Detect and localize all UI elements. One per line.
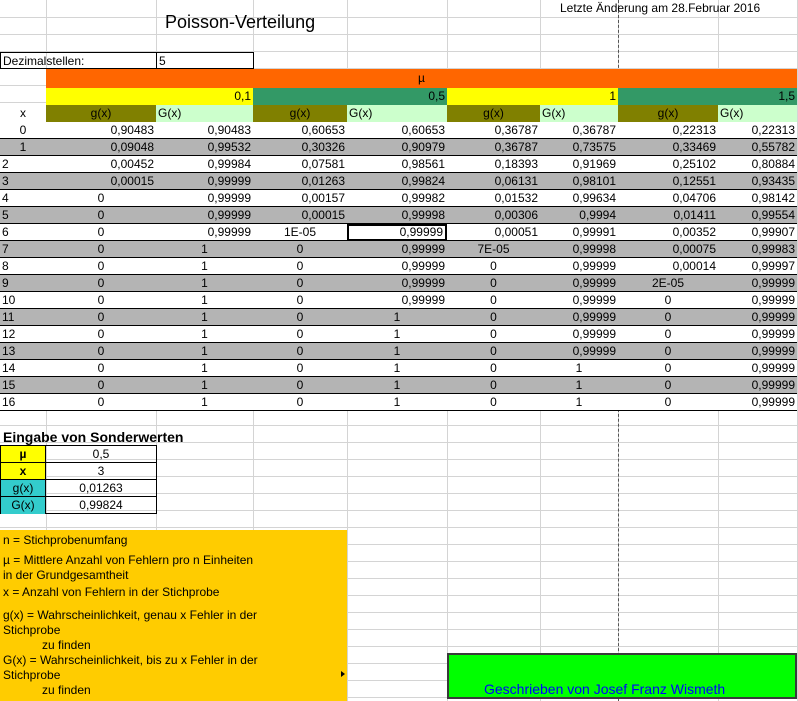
table-cell-x[interactable]: 0 (19, 123, 27, 137)
table-cell[interactable]: 0 (664, 327, 672, 341)
last-change-text: Letzte Änderung am 28.Februar 2016 (560, 1, 761, 15)
table-cell[interactable]: 1 (201, 344, 208, 358)
table-cell[interactable]: 0,06131 (494, 174, 538, 188)
grid-hline (0, 17, 798, 18)
table-cell[interactable]: 0,99998 (572, 242, 616, 256)
table-cell[interactable]: 0 (490, 378, 497, 392)
table-cell[interactable]: 0,07581 (301, 157, 345, 171)
table-cell[interactable]: 0,00306 (494, 208, 538, 222)
table-cell-x[interactable]: 12 (2, 327, 16, 341)
table-cell[interactable]: 0,99999 (347, 224, 447, 241)
page-title: Poisson-Verteilung (165, 12, 316, 32)
table-cell[interactable]: 0 (296, 378, 304, 392)
table-cell[interactable]: 0,99999 (572, 327, 616, 341)
note-G-1: G(x) = Wahrscheinlichkeit, bis zu x Fehler in der (3, 653, 258, 667)
table-cell[interactable]: 0 (490, 395, 497, 409)
table-cell[interactable]: 1 (201, 310, 208, 324)
table-cell[interactable]: 0 (97, 293, 105, 307)
table-cell[interactable]: 0,18393 (494, 157, 538, 171)
table-cell[interactable]: 1 (393, 395, 401, 409)
table-cell[interactable]: 1 (201, 259, 208, 273)
table-cell-x[interactable]: 7 (2, 242, 9, 256)
table-cell[interactable]: 0 (296, 327, 304, 341)
table-cell[interactable]: 0,01532 (494, 191, 538, 205)
mu-header: µ (46, 69, 797, 88)
table-cell[interactable]: 0,98101 (572, 174, 616, 188)
special-mu-label: µ (1, 446, 46, 463)
table-cell[interactable]: 0 (97, 276, 105, 290)
table-cell[interactable]: 0,98142 (751, 191, 795, 205)
table-cell[interactable]: 0 (97, 310, 105, 324)
col-header-x: x (0, 105, 46, 122)
table-cell[interactable]: 0,99999 (751, 310, 795, 324)
table-cell-x[interactable]: 16 (2, 395, 16, 409)
table-cell[interactable]: 0 (97, 327, 105, 341)
table-cell[interactable]: 0,99999 (572, 259, 616, 273)
table-cell[interactable]: 0,00015 (301, 208, 345, 222)
table-cell[interactable]: 0,99999 (207, 191, 251, 205)
table-cell[interactable]: 0,04706 (672, 191, 716, 205)
table-cell[interactable]: 0 (97, 259, 105, 273)
table-cell[interactable]: 0,00051 (494, 225, 538, 239)
table-cell[interactable]: 0 (664, 395, 672, 409)
table-cell[interactable]: 0,99999 (401, 259, 445, 273)
special-G-label: G(x) (1, 497, 46, 514)
table-cell[interactable]: 0,22313 (672, 123, 716, 137)
col-header-G: G(x) (540, 105, 618, 122)
table-cell[interactable]: 0,36787 (494, 123, 538, 137)
table-cell[interactable]: 0,36787 (572, 123, 616, 137)
table-cell[interactable]: 0,99999 (751, 361, 795, 375)
author-text: Geschrieben von Josef Franz Wismeth (484, 681, 726, 697)
table-cell-x[interactable]: 8 (2, 259, 9, 273)
table-cell[interactable]: 0,99999 (207, 208, 251, 222)
table-cell[interactable]: 0,99907 (751, 225, 795, 239)
table-cell[interactable]: 0,00014 (672, 259, 716, 273)
table-cell[interactable]: 0,99999 (207, 225, 251, 239)
table-cell[interactable]: 0 (490, 276, 497, 290)
note-G-3: zu finden (42, 683, 91, 697)
col-header-G: G(x) (156, 105, 253, 122)
table-cell[interactable]: 0 (664, 293, 672, 307)
table-cell[interactable]: 0 (97, 208, 105, 222)
table-cell[interactable]: 0,60653 (401, 123, 445, 137)
table-cell[interactable]: 0,01263 (301, 174, 345, 188)
table-cell[interactable]: 0,33469 (672, 140, 716, 154)
mu-value-4: 1,5 (618, 88, 797, 105)
table-cell[interactable]: 2E-05 (651, 276, 685, 290)
special-g-label: g(x) (1, 480, 46, 497)
table-cell[interactable]: 0,99554 (751, 208, 795, 222)
table-cell[interactable]: 0 (97, 378, 105, 392)
table-cell-x[interactable]: 4 (2, 191, 9, 205)
table-cell[interactable]: 0,99999 (751, 293, 795, 307)
mu-value-2: 0,5 (253, 88, 447, 105)
table-cell[interactable]: 0 (490, 327, 497, 341)
mu-value-1: 0,1 (46, 88, 253, 105)
table-cell[interactable]: 0 (296, 259, 304, 273)
table-cell[interactable]: 0,30326 (301, 140, 345, 154)
table-cell[interactable]: 0,99999 (401, 276, 445, 290)
table-cell[interactable]: 1 (201, 242, 208, 256)
table-cell[interactable]: 0 (664, 361, 672, 375)
table-cell[interactable]: 0 (296, 310, 304, 324)
table-cell-x[interactable]: 11 (2, 310, 15, 324)
table-cell[interactable]: 0 (296, 361, 304, 375)
table-cell[interactable]: 0,99999 (401, 242, 445, 256)
table-cell[interactable]: 0,99999 (401, 293, 445, 307)
table-cell[interactable]: 0,12551 (672, 174, 716, 188)
table-cell[interactable]: 1 (575, 395, 583, 409)
table-cell[interactable]: 0 (97, 344, 105, 358)
col-header-g: g(x) (46, 105, 156, 122)
col-header-g: g(x) (618, 105, 718, 122)
table-cell[interactable]: 0,99999 (572, 276, 616, 290)
table-cell[interactable]: 1 (575, 361, 583, 375)
notes-box (0, 530, 347, 701)
table-cell-x[interactable]: 14 (2, 361, 16, 375)
table-cell[interactable]: 1 (393, 310, 401, 324)
table-cell[interactable]: 0,99997 (751, 259, 795, 273)
special-x-label: x (1, 463, 46, 480)
table-cell[interactable]: 1 (393, 327, 401, 341)
table-cell[interactable]: 0,99634 (572, 191, 616, 205)
table-cell[interactable]: 0,00075 (672, 242, 716, 256)
note-g-3: zu finden (42, 638, 91, 652)
table-cell-x[interactable]: 15 (2, 378, 16, 392)
table-cell[interactable]: 0,99999 (572, 293, 616, 307)
table-cell[interactable]: 0 (296, 395, 304, 409)
table-cell[interactable]: 0 (490, 344, 497, 358)
note-g-1: g(x) = Wahrscheinlichkeit, genau x Fehler in der (3, 608, 258, 622)
col-header-G: G(x) (718, 105, 797, 122)
table-cell[interactable]: 0 (97, 395, 105, 409)
col-header-g: g(x) (447, 105, 540, 122)
table-cell-x[interactable]: 10 (2, 293, 16, 307)
author-box (447, 653, 797, 699)
table-cell[interactable]: 0,73575 (572, 140, 616, 154)
table-cell[interactable]: 0,99824 (401, 174, 445, 188)
table-cell[interactable]: 0,93435 (751, 174, 795, 188)
table-cell[interactable]: 0,22313 (751, 123, 795, 137)
table-cell[interactable]: 0,90483 (207, 123, 251, 137)
table-cell[interactable]: 1 (393, 378, 401, 392)
table-cell[interactable]: 0,9994 (579, 208, 616, 222)
table-cell[interactable]: 0 (664, 344, 672, 358)
table-cell[interactable]: 0,99998 (401, 208, 445, 222)
table-cell-x[interactable]: 1 (19, 140, 27, 154)
table-cell[interactable]: 0,91969 (572, 157, 616, 171)
table-cell-x[interactable]: 3 (2, 174, 9, 188)
table-cell[interactable]: 1E-05 (283, 225, 317, 239)
mu-value-3: 1 (447, 88, 618, 105)
grid-hline (0, 34, 798, 35)
table-cell[interactable]: 0,99532 (207, 140, 251, 154)
table-cell[interactable]: 0,99982 (401, 191, 445, 205)
table-cell[interactable]: 0,99999 (572, 310, 616, 324)
grid-hline (0, 425, 798, 426)
table-cell[interactable]: 0 (490, 310, 497, 324)
table-cell[interactable]: 0,99999 (751, 327, 795, 341)
grid-hline (0, 527, 798, 528)
table-cell[interactable]: 0,99991 (572, 225, 616, 239)
table-cell[interactable]: 0,25102 (672, 157, 716, 171)
table-cell[interactable]: 0 (664, 310, 672, 324)
table-cell[interactable]: 0 (97, 361, 105, 375)
table-cell[interactable]: 0 (296, 276, 304, 290)
note-g-2: Stichprobe (3, 623, 61, 637)
table-cell[interactable]: 0,00015 (110, 174, 154, 188)
table-cell[interactable]: 0,01411 (673, 208, 716, 222)
table-cell-x[interactable]: 5 (2, 208, 9, 222)
table-cell[interactable]: 1 (201, 395, 208, 409)
table-cell[interactable]: 1 (575, 378, 583, 392)
note-G-2: Stichprobe (3, 668, 61, 682)
table-cell[interactable]: 0 (296, 344, 304, 358)
table-cell[interactable]: 0 (296, 242, 304, 256)
table-cell[interactable]: 0 (490, 361, 497, 375)
table-cell[interactable]: 0,55782 (751, 140, 795, 154)
table-cell[interactable]: 0,00452 (110, 157, 154, 171)
special-mu-input[interactable]: 0,5 (46, 446, 156, 463)
table-cell[interactable]: 0,99983 (751, 242, 795, 256)
note-n: n = Stichprobenumfang (3, 533, 128, 547)
table-cell[interactable]: 0,99999 (751, 344, 795, 358)
table-cell[interactable]: 7E-05 (477, 242, 510, 256)
table-cell[interactable]: 0,09048 (110, 140, 154, 154)
table-cell[interactable]: 1 (201, 293, 208, 307)
table-cell[interactable]: 0,00157 (301, 191, 345, 205)
table-cell[interactable]: 0,80884 (751, 157, 795, 171)
table-cell[interactable]: 0 (490, 293, 497, 307)
table-cell[interactable]: 1 (201, 327, 208, 341)
decimals-label: Dezimalstellen: (0, 52, 157, 69)
special-G-value: 0,99824 (79, 498, 123, 512)
table-cell[interactable]: 0,36787 (494, 140, 538, 154)
decimals-input[interactable]: 5 (156, 52, 254, 69)
table-cell[interactable]: 0,99999 (572, 344, 616, 358)
table-cell-x[interactable]: 2 (2, 157, 9, 171)
table-cell[interactable]: 1 (201, 378, 208, 392)
note-x: x = Anzahl von Fehlern in der Stichprobe (3, 585, 220, 599)
note-mu-1: µ = Mittlere Anzahl von Fehlern pro n Einheiten (3, 553, 254, 567)
table-cell[interactable]: 0 (97, 242, 105, 256)
table-cell[interactable]: 1 (201, 276, 208, 290)
special-x-input[interactable]: 3 (46, 463, 156, 480)
table-cell[interactable]: 0,98561 (401, 157, 445, 171)
table-cell[interactable]: 0 (97, 225, 105, 239)
table-cell[interactable]: 1 (201, 361, 208, 375)
table-cell[interactable]: 0,00352 (672, 225, 716, 239)
col-header-G: G(x) (347, 105, 447, 122)
table-cell[interactable]: 0 (490, 259, 497, 273)
special-heading: Eingabe von Sonderwerten (3, 429, 184, 445)
table-cell[interactable]: 0,60653 (301, 123, 345, 137)
col-header-g: g(x) (253, 105, 347, 122)
table-cell-x[interactable]: 6 (2, 225, 9, 239)
table-cell[interactable]: 0 (97, 191, 105, 205)
table-cell-x[interactable]: 13 (2, 344, 16, 358)
table-cell[interactable]: 0 (664, 378, 672, 392)
special-g-value: 0,01263 (46, 480, 156, 497)
table-cell-x[interactable]: 9 (2, 276, 9, 290)
table-cell[interactable]: 0,99999 (207, 174, 251, 188)
table-cell[interactable]: 1 (393, 344, 401, 358)
note-arrow-icon (341, 671, 345, 677)
table-cell[interactable]: 0,99999 (751, 378, 795, 392)
table-cell[interactable]: 0,99984 (207, 157, 251, 171)
table-cell[interactable]: 0,90483 (110, 123, 154, 137)
note-mu-2: in der Grundgesamtheit (3, 568, 129, 582)
table-cell[interactable]: 0,99999 (751, 276, 795, 290)
table-cell[interactable]: 0,99999 (751, 395, 795, 409)
table-cell[interactable]: 1 (393, 361, 401, 375)
table-cell[interactable]: 0 (296, 293, 304, 307)
table-cell[interactable]: 0,90979 (401, 140, 445, 154)
